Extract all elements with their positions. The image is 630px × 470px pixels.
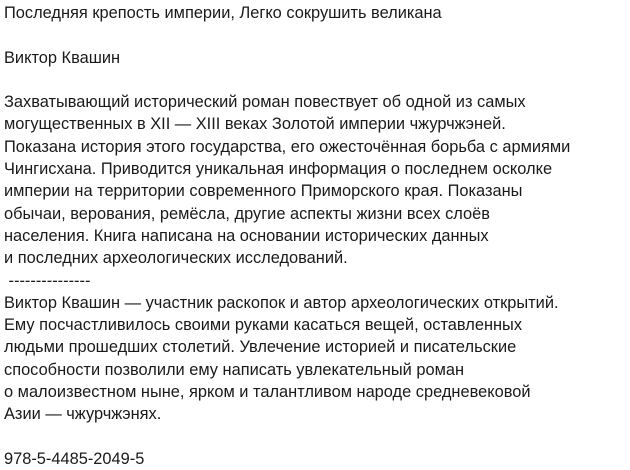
- book-author: Виктор Квашин: [4, 48, 121, 67]
- description-line: империи на территории современного Приморского края. Показаны: [4, 182, 523, 201]
- bio-line: Ему посчастливилось своими руками касаться вещей, оставленных: [4, 316, 523, 335]
- description-line: Захватывающий исторический роман повествует об одной из самых: [4, 93, 526, 112]
- bio-line: людьми прошедших столетий. Увлечение историей и писательские: [4, 338, 517, 357]
- description-line: Показана история этого государства, его ожесточённая борьба с армиями: [4, 137, 571, 156]
- spacer: [4, 24, 626, 46]
- bio-line: о малоизвестном ныне, ярком и талантливом народе средневековой: [4, 383, 531, 402]
- author-bio: [4, 292, 626, 426]
- bio-line: Виктор Квашин — участник раскопок и автор археологических открытий.: [4, 293, 559, 312]
- description-line: могущественных в XII — XIII веках Золотой империи чжурчжэней.: [4, 115, 506, 134]
- bio-line: способности позволили ему написать увлекательный роман: [4, 360, 465, 379]
- spacer: [4, 426, 626, 448]
- book-description: [4, 91, 626, 269]
- bio-line: Азии — чжурчжэнях.: [4, 405, 162, 424]
- spacer: [4, 69, 626, 91]
- section-separator: ---------------: [4, 271, 91, 290]
- isbn: 978-5-4485-2049-5: [4, 449, 145, 468]
- description-line: населения. Книга написана на основании исторических данных: [4, 226, 489, 245]
- book-title: Последняя крепость империи, Легко сокрушить великана: [4, 4, 442, 22]
- description-line: Чингисхана. Приводится уникальная информация о последнем осколке: [4, 160, 553, 179]
- description-line: обычаи, верования, ремёсла, другие аспекты жизни всех слоёв: [4, 204, 490, 223]
- description-line: и последних археологических исследований.: [4, 249, 348, 268]
